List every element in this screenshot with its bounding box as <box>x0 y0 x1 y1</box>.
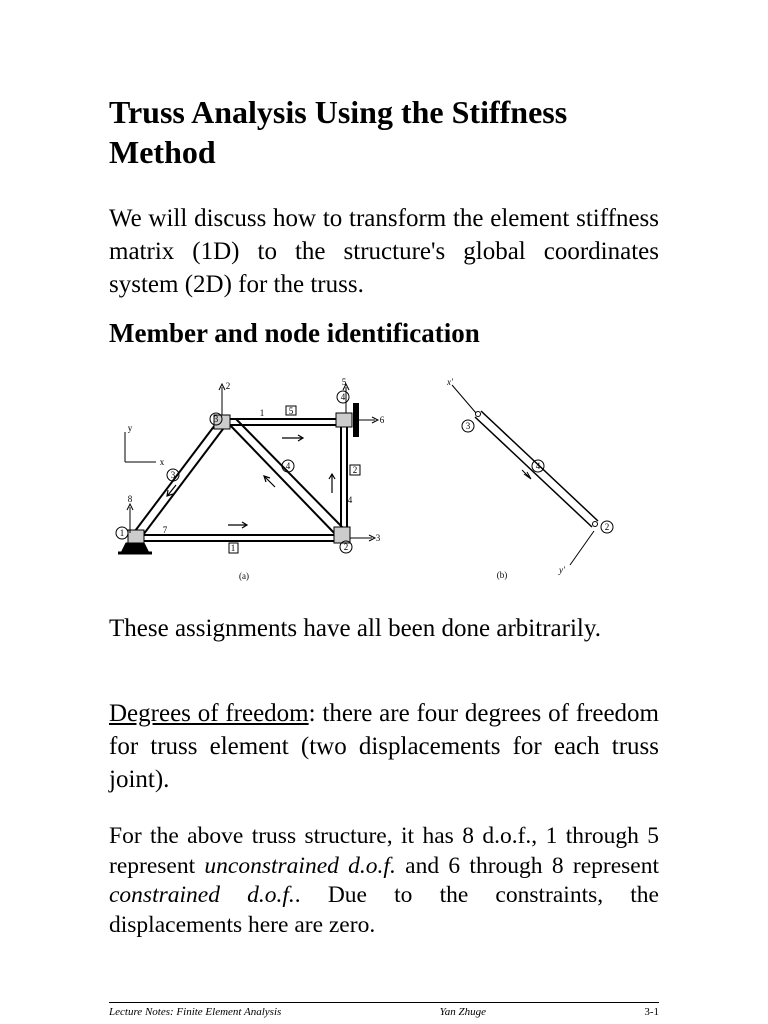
svg-text:2: 2 <box>225 381 231 391</box>
svg-text:1: 1 <box>259 408 265 418</box>
svg-text:4: 4 <box>535 461 541 471</box>
svg-text:5: 5 <box>341 377 347 387</box>
footer-page-number: 3-1 <box>644 1006 659 1018</box>
footer-course: Lecture Notes: Finite Element Analysis <box>109 1006 282 1018</box>
member-vertical <box>341 423 347 535</box>
svg-text:2: 2 <box>352 465 358 475</box>
dof-count-text-2: and 6 through 8 represent <box>395 852 659 879</box>
constrained-term: constrained d.o.f. <box>109 882 295 908</box>
dof-description: : there are four degrees of freedom for truss element (two displacements for each truss joint). <box>109 700 659 793</box>
section-heading: Member and node identification <box>109 318 480 348</box>
svg-text:3: 3 <box>213 414 219 424</box>
member-left-diagonal <box>132 421 226 539</box>
dof-count-text-3: . Due to the constraints, the displacements here are zero. <box>109 882 659 938</box>
axis-y-prime-label: y' <box>559 565 565 575</box>
unconstrained-term: unconstrained d.o.f. <box>204 852 396 879</box>
svg-text:6: 6 <box>379 415 385 425</box>
svg-text:8: 8 <box>127 494 133 504</box>
intro-paragraph: We will discuss how to transform the element stiffness matrix (1D) to the structure's global coordinates system (2D) for the truss. <box>109 205 659 298</box>
svg-text:4: 4 <box>340 392 346 402</box>
truss-figure <box>110 375 630 585</box>
svg-text:3: 3 <box>465 421 471 431</box>
page-footer <box>109 1002 659 1018</box>
page-title: Truss Analysis Using the Stiffness Method <box>109 94 568 170</box>
dof-paragraph <box>109 697 659 796</box>
svg-text:4: 4 <box>347 495 353 505</box>
axis-x-prime-label: x' <box>447 377 453 387</box>
svg-text:3: 3 <box>170 470 176 480</box>
caption-b: (b) <box>496 570 508 580</box>
svg-text:2: 2 <box>343 542 349 552</box>
svg-text:2: 2 <box>604 522 610 532</box>
svg-text:3: 3 <box>375 533 381 543</box>
dof-count-paragraph <box>109 822 659 940</box>
truss-diagram-a <box>116 384 378 553</box>
truss-labels-b <box>446 377 609 580</box>
member-bottom <box>135 535 342 541</box>
dof-count-text-1: For the above truss structure, it has 8 d.o.f., 1 through 5 represent <box>109 823 659 879</box>
svg-text:1: 1 <box>119 528 125 538</box>
truss-diagram-b <box>452 385 613 565</box>
axis-y-label: y <box>127 423 133 433</box>
caption-a: (a) <box>239 571 249 581</box>
svg-text:5: 5 <box>288 406 294 416</box>
footer-author: Yan Zhuge <box>439 1006 486 1018</box>
axis-x-label: x <box>159 457 165 467</box>
assignments-paragraph: These assignments have all been done arbitrarily. <box>109 615 601 642</box>
svg-text:7: 7 <box>162 525 168 535</box>
member-right-diagonal <box>228 419 346 537</box>
svg-text:1: 1 <box>230 543 236 553</box>
svg-text:4: 4 <box>285 461 291 471</box>
dof-term: Degrees of freedom <box>109 700 309 727</box>
truss-labels-a <box>120 377 385 581</box>
